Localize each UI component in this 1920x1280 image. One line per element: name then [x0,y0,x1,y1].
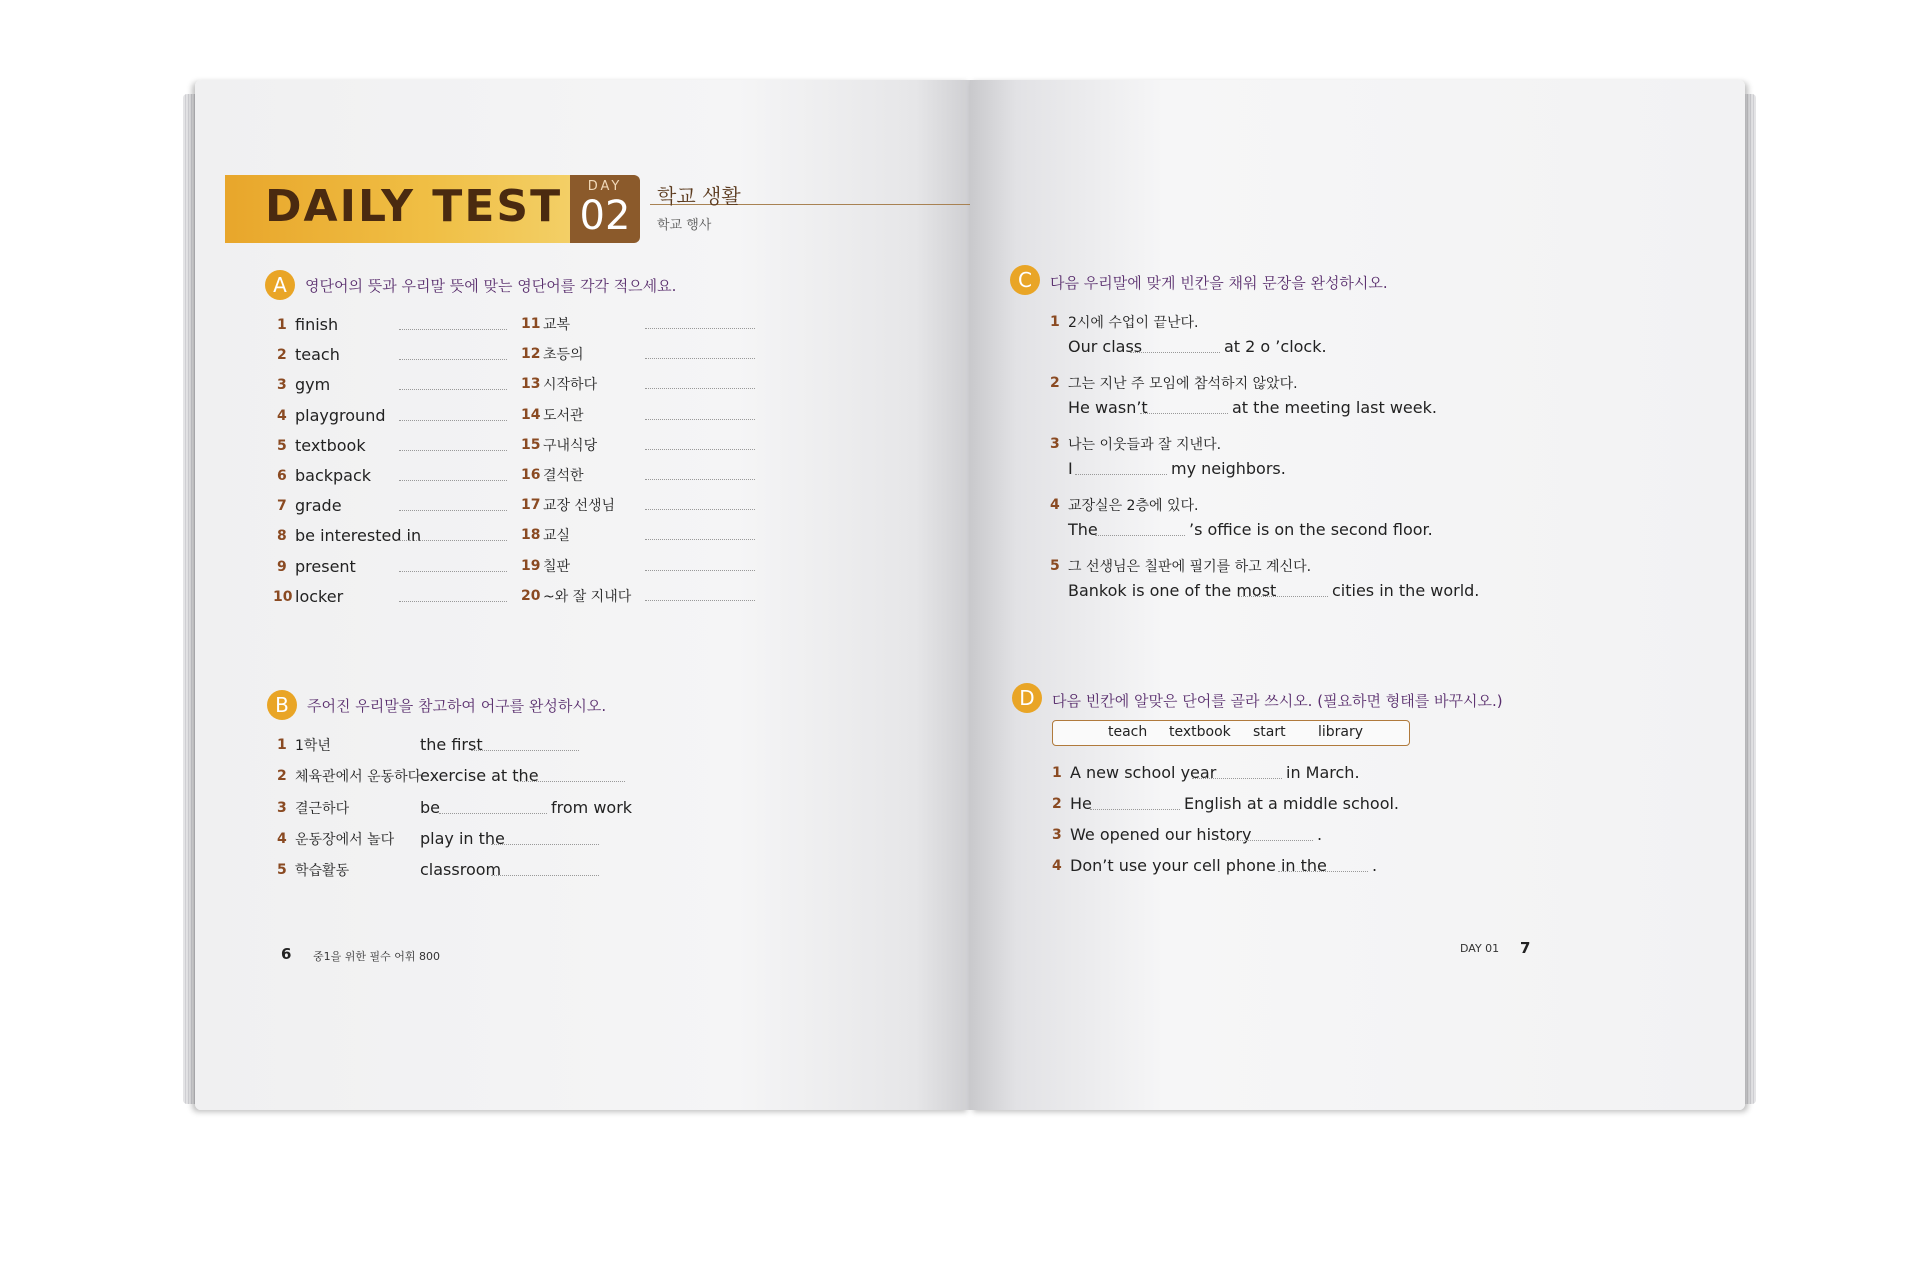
section-c-icon: C [1010,265,1040,295]
item-number: 14 [521,406,541,423]
korean-sentence: 2시에 수업이 끝난다. [1068,315,1199,331]
english-suffix: . [1372,856,1378,875]
english-word: grade [295,496,342,516]
answer-blank[interactable] [1225,840,1313,841]
item-number: 17 [521,497,541,514]
english-prefix: play in the [420,828,505,848]
item-number: 4 [277,830,287,847]
item-number: 3 [1052,827,1062,843]
answer-blank[interactable] [1238,596,1328,597]
daily-test-banner [225,175,570,243]
item-number: 5 [277,862,287,879]
item-number: 4 [1052,858,1062,874]
korean-sentence: 그는 지난 주 모임에 참석하지 않았다. [1068,376,1298,392]
item-number: 10 [273,588,293,605]
english-word: backpack [295,466,372,485]
banner-title: DAILY TEST [265,181,563,232]
english-word: textbook [295,435,366,455]
day-number: 02 [579,193,631,239]
english-prefix: I [1068,459,1073,478]
answer-blank[interactable] [399,389,507,390]
english-suffix: . [1317,825,1323,844]
english-suffix: cities in the world. [1332,581,1480,600]
answer-blank[interactable] [645,449,755,450]
english-prefix: be [420,797,440,817]
item-number: 15 [521,436,541,453]
answer-blank[interactable] [471,750,579,751]
english-word: be interested in [295,526,422,546]
answer-blank[interactable] [399,510,507,511]
english-suffix: English at a middle school. [1184,794,1400,813]
answer-blank[interactable] [645,328,755,329]
korean-word: 교실 [543,528,571,545]
english-prefix: the first [420,735,483,754]
english-prefix: classroom [420,860,502,880]
open-book [175,60,1765,1120]
day-badge [570,175,640,243]
english-prefix: Don’t use your cell phone in the [1070,856,1327,875]
answer-blank[interactable] [645,388,755,389]
item-number: 4 [1050,497,1060,513]
answer-blank[interactable] [399,540,507,541]
section-d-instruction: 다음 빈칸에 알맞은 단어를 골라 쓰시오. (필요하면 형태를 바꾸시오.) [1052,692,1503,710]
korean-word: 시작하다 [543,377,598,394]
answer-blank[interactable] [399,420,507,421]
section-b-instruction: 주어진 우리말을 참고하여 어구를 완성하시오. [307,697,607,715]
item-number: 13 [521,376,541,393]
item-number: 1 [277,737,287,753]
english-prefix: We opened our history [1070,825,1252,844]
answer-blank[interactable] [1130,352,1220,353]
word-bank-item: teach [1108,724,1148,740]
answer-blank[interactable] [399,359,507,360]
english-word: teach [295,345,340,365]
korean-word: 구내식당 [543,437,598,454]
item-number: 11 [521,316,541,332]
answer-blank[interactable] [1095,535,1185,536]
item-number: 7 [277,498,287,515]
item-number: 3 [277,377,287,394]
item-number: 2 [1052,796,1062,812]
answer-blank[interactable] [645,509,755,510]
answer-blank[interactable] [399,571,507,572]
left-page-number: 6 [281,945,292,963]
book-title-footer: 중1을 위한 필수 어휘 800 [313,950,440,963]
day-label: DAY [587,179,623,194]
item-number: 16 [521,467,541,483]
item-number: 6 [277,468,287,484]
section-c-instruction: 다음 우리말에 맞게 빈칸을 채워 문장을 완성하시오. [1050,274,1388,292]
english-prefix: exercise at the [420,766,539,786]
item-number: 2 [277,768,287,785]
word-bank-item: textbook [1169,724,1231,740]
word-bank-item: library [1318,724,1364,740]
korean-word: 교장 선생님 [543,498,616,515]
korean-phrase: 학습활동 [295,863,350,880]
item-number: 8 [277,528,287,545]
answer-blank[interactable] [1140,413,1228,414]
answer-blank[interactable] [645,419,755,420]
page-subtitle: 학교 행사 [657,218,712,233]
day-footer: DAY 01 [1460,942,1500,955]
english-prefix: Our class [1068,337,1143,356]
answer-blank[interactable] [645,358,755,359]
answer-blank[interactable] [645,539,755,540]
korean-word: 결석한 [543,468,584,484]
section-b-icon: B [267,690,297,720]
answer-blank[interactable] [1075,474,1167,475]
word-bank-box [1052,720,1410,746]
english-suffix: in March. [1286,763,1360,782]
answer-blank[interactable] [645,600,755,601]
item-number: 9 [277,558,287,575]
item-number: 3 [277,799,287,816]
korean-sentence: 그 선생님은 칠판에 필기를 하고 계신다. [1068,559,1312,575]
english-prefix: A new school year [1070,763,1217,782]
item-number: 4 [277,407,287,424]
item-number: 5 [277,437,287,454]
right-page-number: 7 [1520,939,1531,957]
answer-blank[interactable] [399,450,507,451]
item-number: 18 [521,527,541,544]
answer-blank[interactable] [1090,809,1180,810]
item-number: 19 [521,557,541,574]
answer-blank[interactable] [399,601,507,602]
section-a-icon: A [265,270,295,300]
korean-phrase: 결근하다 [295,800,350,817]
english-word: present [295,556,356,576]
english-suffix: at the meeting last week. [1232,398,1437,417]
english-word: locker [295,586,344,606]
english-suffix: ’s office is on the second floor. [1189,520,1433,539]
korean-word: ~와 잘 지내다 [543,588,632,605]
english-prefix: He [1070,794,1092,813]
answer-blank[interactable] [517,781,625,782]
answer-blank[interactable] [491,875,599,876]
right-page [970,80,1745,1110]
item-number: 1 [277,317,287,333]
item-number: 1 [1052,765,1062,781]
item-number: 1 [1050,314,1060,330]
answer-blank[interactable] [399,480,507,481]
item-number: 20 [521,587,541,604]
answer-blank[interactable] [439,813,547,814]
answer-blank[interactable] [1192,778,1282,779]
answer-blank[interactable] [645,570,755,571]
answer-blank[interactable] [1278,871,1368,872]
english-word: finish [295,315,339,334]
korean-word: 칠판 [543,558,571,575]
item-number: 3 [1050,436,1060,452]
item-number: 2 [1050,375,1060,391]
english-suffix: from work [551,797,633,817]
korean-phrase: 운동장에서 놀다 [295,831,395,848]
left-page [195,80,970,1110]
answer-blank[interactable] [645,479,755,480]
korean-word: 초등의 [543,347,584,364]
answer-blank[interactable] [491,844,599,845]
korean-sentence: 나는 이웃들과 잘 지낸다. [1068,437,1222,453]
english-prefix: He wasn’t [1068,398,1148,417]
korean-word: 도서관 [543,407,584,424]
english-suffix: my neighbors. [1171,459,1286,478]
korean-word: 교복 [543,317,571,333]
answer-blank[interactable] [399,329,507,330]
english-suffix: at 2 o ’clock. [1224,337,1327,356]
word-bank-item: start [1253,724,1286,740]
item-number: 2 [277,347,287,364]
item-number: 12 [521,346,541,363]
english-prefix: The [1068,520,1098,539]
english-prefix: Bankok is one of the most [1068,581,1277,600]
section-a-instruction: 영단어의 뜻과 우리말 뜻에 맞는 영단어를 각각 적으세요. [305,277,677,295]
section-d-icon: D [1012,683,1042,713]
item-number: 5 [1050,558,1060,574]
korean-sentence: 교장실은 2층에 있다. [1068,498,1199,514]
page-title: 학교 생활 [657,184,741,208]
korean-phrase: 1학년 [295,738,331,754]
korean-phrase: 체육관에서 운동하다 [295,769,422,786]
english-word: gym [295,375,331,395]
english-word: playground [295,405,386,425]
